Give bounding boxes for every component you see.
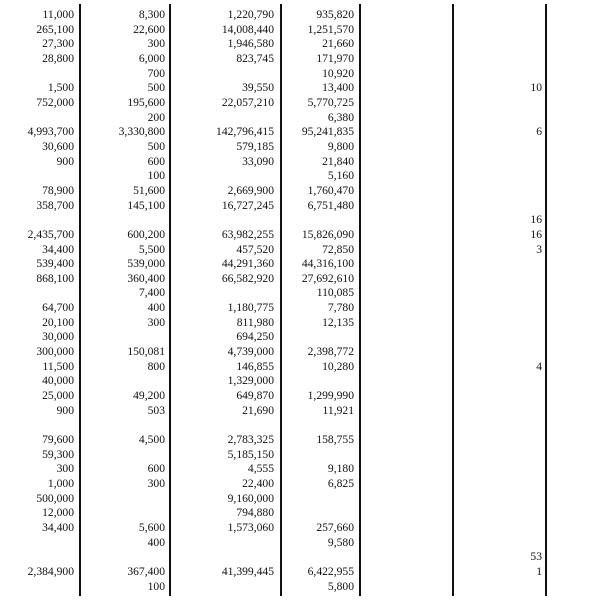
table-row bbox=[0, 213, 600, 228]
table-cell: 1,299,990 bbox=[307, 389, 354, 403]
table-cell bbox=[180, 418, 274, 433]
table-cell bbox=[470, 169, 542, 184]
table-cell: 34,400 bbox=[42, 242, 74, 256]
table-row bbox=[0, 125, 600, 140]
table-row bbox=[0, 184, 600, 199]
table-cell bbox=[95, 330, 165, 345]
table-cell: 195,600 bbox=[127, 95, 165, 109]
table-cell: 752,000 bbox=[36, 95, 74, 109]
table-cell: 2,398,772 bbox=[307, 345, 354, 359]
table-cell: 11,921 bbox=[322, 403, 354, 417]
table-row bbox=[0, 492, 600, 507]
table-cell bbox=[470, 272, 542, 287]
table-row bbox=[0, 536, 600, 551]
table-cell: 2,384,900 bbox=[27, 564, 74, 578]
table-cell: 9,160,000 bbox=[227, 491, 274, 505]
table-cell: 4,500 bbox=[138, 433, 165, 447]
table-cell: 16 bbox=[530, 227, 542, 241]
table-row bbox=[0, 169, 600, 184]
table-cell: 21,840 bbox=[322, 154, 354, 168]
table-cell bbox=[0, 111, 74, 126]
table-cell: 59,300 bbox=[42, 447, 74, 461]
table-cell bbox=[180, 67, 274, 82]
table-cell: 44,316,100 bbox=[301, 257, 354, 271]
table-cell: 12,135 bbox=[322, 315, 354, 329]
table-cell: 12,000 bbox=[42, 506, 74, 520]
ledger-table bbox=[0, 8, 600, 594]
table-cell: 3,330,800 bbox=[118, 125, 165, 139]
table-cell: 700 bbox=[147, 66, 165, 80]
table-cell: 79,600 bbox=[42, 433, 74, 447]
table-cell: 300,000 bbox=[36, 345, 74, 359]
table-cell bbox=[180, 580, 274, 595]
table-cell: 868,100 bbox=[36, 271, 74, 285]
table-cell bbox=[290, 550, 354, 565]
table-cell: 158,755 bbox=[316, 433, 354, 447]
table-cell: 22,057,210 bbox=[221, 95, 274, 109]
table-cell: 265,100 bbox=[36, 22, 74, 36]
table-cell: 539,400 bbox=[36, 257, 74, 271]
table-row bbox=[0, 360, 600, 375]
table-row bbox=[0, 330, 600, 345]
table-cell: 34,400 bbox=[42, 520, 74, 534]
table-row bbox=[0, 506, 600, 521]
table-cell bbox=[0, 550, 74, 565]
table-cell bbox=[95, 418, 165, 433]
table-cell bbox=[470, 330, 542, 345]
table-cell bbox=[470, 580, 542, 595]
table-cell bbox=[290, 418, 354, 433]
table-cell bbox=[95, 492, 165, 507]
table-cell bbox=[470, 404, 542, 419]
table-cell: 900 bbox=[56, 403, 74, 417]
table-cell bbox=[470, 477, 542, 492]
table-row bbox=[0, 23, 600, 38]
table-cell bbox=[180, 286, 274, 301]
table-cell bbox=[0, 169, 74, 184]
table-cell: 600,200 bbox=[127, 227, 165, 241]
table-cell: 27,300 bbox=[42, 37, 74, 51]
table-cell: 4,555 bbox=[247, 462, 274, 476]
table-cell: 7,400 bbox=[138, 286, 165, 300]
table-cell: 6,751,480 bbox=[307, 198, 354, 212]
table-cell: 16,727,245 bbox=[221, 198, 274, 212]
table-row bbox=[0, 477, 600, 492]
table-row bbox=[0, 316, 600, 331]
table-cell: 400 bbox=[147, 535, 165, 549]
table-cell: 53 bbox=[530, 550, 542, 564]
table-row bbox=[0, 140, 600, 155]
table-cell bbox=[470, 184, 542, 199]
table-row bbox=[0, 8, 600, 23]
table-cell: 5,185,150 bbox=[227, 447, 274, 461]
table-cell: 6,422,955 bbox=[307, 564, 354, 578]
table-cell bbox=[95, 448, 165, 463]
table-cell: 503 bbox=[147, 403, 165, 417]
table-row bbox=[0, 550, 600, 565]
table-cell: 200 bbox=[147, 110, 165, 124]
table-cell bbox=[0, 536, 74, 551]
table-cell bbox=[470, 140, 542, 155]
table-cell: 5,800 bbox=[327, 579, 354, 593]
table-cell: 145,100 bbox=[127, 198, 165, 212]
table-cell: 51,600 bbox=[133, 183, 165, 197]
table-cell: 146,855 bbox=[236, 359, 274, 373]
table-cell bbox=[95, 213, 165, 228]
table-cell: 41,399,445 bbox=[221, 564, 274, 578]
table-cell: 4 bbox=[536, 359, 542, 373]
table-cell bbox=[290, 374, 354, 389]
table-row bbox=[0, 389, 600, 404]
table-cell bbox=[470, 257, 542, 272]
table-cell bbox=[470, 521, 542, 536]
table-cell: 1,573,060 bbox=[227, 520, 274, 534]
table-row bbox=[0, 272, 600, 287]
table-cell: 142,796,415 bbox=[216, 125, 274, 139]
table-row bbox=[0, 199, 600, 214]
table-cell: 360,400 bbox=[127, 271, 165, 285]
table-cell: 10,280 bbox=[322, 359, 354, 373]
table-cell: 935,820 bbox=[316, 8, 354, 21]
table-row bbox=[0, 67, 600, 82]
table-row bbox=[0, 580, 600, 595]
table-cell: 400 bbox=[147, 301, 165, 315]
table-cell: 300 bbox=[147, 315, 165, 329]
table-cell: 539,000 bbox=[127, 257, 165, 271]
table-cell: 78,900 bbox=[42, 183, 74, 197]
table-cell bbox=[95, 506, 165, 521]
table-cell bbox=[180, 536, 274, 551]
table-cell: 358,700 bbox=[36, 198, 74, 212]
table-cell: 64,700 bbox=[42, 301, 74, 315]
table-cell: 14,008,440 bbox=[221, 22, 274, 36]
table-cell: 300 bbox=[147, 37, 165, 51]
table-cell: 22,600 bbox=[133, 22, 165, 36]
table-cell: 44,291,360 bbox=[221, 257, 274, 271]
table-cell: 2,783,325 bbox=[227, 433, 274, 447]
table-cell: 500,000 bbox=[36, 491, 74, 505]
table-cell: 1,251,570 bbox=[307, 22, 354, 36]
table-cell: 8,300 bbox=[138, 8, 165, 21]
table-cell: 11,000 bbox=[42, 8, 74, 21]
table-cell: 95,241,835 bbox=[301, 125, 354, 139]
table-cell: 6,380 bbox=[327, 110, 354, 124]
table-cell bbox=[470, 316, 542, 331]
table-cell: 257,660 bbox=[316, 520, 354, 534]
table-row bbox=[0, 565, 600, 580]
table-cell: 5,500 bbox=[138, 242, 165, 256]
table-cell: 2,435,700 bbox=[27, 227, 74, 241]
table-row bbox=[0, 404, 600, 419]
table-cell bbox=[470, 199, 542, 214]
table-cell: 63,982,255 bbox=[221, 227, 274, 241]
table-cell bbox=[290, 506, 354, 521]
table-cell bbox=[0, 67, 74, 82]
table-cell bbox=[470, 433, 542, 448]
table-cell: 3 bbox=[536, 242, 542, 256]
table-cell: 1,329,000 bbox=[227, 374, 274, 388]
table-cell: 6,000 bbox=[138, 51, 165, 65]
table-cell: 20,100 bbox=[42, 315, 74, 329]
table-cell: 66,582,920 bbox=[221, 271, 274, 285]
table-cell: 49,200 bbox=[133, 389, 165, 403]
table-cell: 27,692,610 bbox=[301, 271, 354, 285]
table-cell bbox=[290, 492, 354, 507]
table-cell bbox=[470, 462, 542, 477]
table-cell: 300 bbox=[56, 462, 74, 476]
table-cell: 150,081 bbox=[127, 345, 165, 359]
table-cell: 694,250 bbox=[236, 330, 274, 344]
table-row bbox=[0, 37, 600, 52]
table-cell: 110,085 bbox=[316, 286, 354, 300]
table-cell bbox=[470, 374, 542, 389]
table-row bbox=[0, 52, 600, 67]
table-cell: 1,180,775 bbox=[227, 301, 274, 315]
table-cell: 40,000 bbox=[42, 374, 74, 388]
table-cell: 7,780 bbox=[327, 301, 354, 315]
table-cell bbox=[180, 111, 274, 126]
table-cell: 22,400 bbox=[242, 477, 274, 490]
table-cell bbox=[470, 111, 542, 126]
table-cell bbox=[290, 330, 354, 345]
table-cell: 5,600 bbox=[138, 520, 165, 534]
table-cell: 10,920 bbox=[322, 66, 354, 80]
table-cell: 811,980 bbox=[236, 315, 274, 329]
table-cell bbox=[470, 506, 542, 521]
table-row bbox=[0, 111, 600, 126]
table-row bbox=[0, 96, 600, 111]
table-cell: 5,770,725 bbox=[307, 95, 354, 109]
table-cell bbox=[0, 286, 74, 301]
table-row bbox=[0, 257, 600, 272]
table-row bbox=[0, 374, 600, 389]
table-cell bbox=[290, 448, 354, 463]
table-cell bbox=[0, 213, 74, 228]
table-cell: 6 bbox=[536, 125, 542, 139]
table-cell bbox=[0, 580, 74, 595]
table-cell: 9,580 bbox=[327, 535, 354, 549]
table-cell: 500 bbox=[147, 139, 165, 153]
table-cell: 33,090 bbox=[242, 154, 274, 168]
table-cell: 500 bbox=[147, 81, 165, 95]
table-cell: 25,000 bbox=[42, 389, 74, 403]
table-cell: 28,800 bbox=[42, 51, 74, 65]
table-cell: 800 bbox=[147, 359, 165, 373]
table-cell: 21,690 bbox=[242, 403, 274, 417]
table-cell: 1,220,790 bbox=[227, 8, 274, 21]
table-cell: 823,745 bbox=[236, 51, 274, 65]
table-cell bbox=[180, 213, 274, 228]
table-cell bbox=[290, 213, 354, 228]
table-cell: 10 bbox=[530, 81, 542, 95]
table-row bbox=[0, 243, 600, 258]
table-cell bbox=[0, 418, 74, 433]
table-cell: 4,739,000 bbox=[227, 345, 274, 359]
table-cell: 39,550 bbox=[242, 81, 274, 95]
table-row bbox=[0, 228, 600, 243]
table-cell: 1,946,580 bbox=[227, 37, 274, 51]
table-cell bbox=[470, 448, 542, 463]
table-cell bbox=[470, 67, 542, 82]
table-cell bbox=[470, 155, 542, 170]
table-cell bbox=[470, 37, 542, 52]
table-cell bbox=[470, 418, 542, 433]
table-cell: 13,400 bbox=[322, 81, 354, 95]
table-cell: 16 bbox=[530, 213, 542, 227]
table-row bbox=[0, 286, 600, 301]
table-cell: 9,800 bbox=[327, 139, 354, 153]
table-cell bbox=[180, 550, 274, 565]
table-cell bbox=[470, 301, 542, 316]
table-cell: 579,185 bbox=[236, 139, 274, 153]
table-cell: 1 bbox=[536, 564, 542, 578]
table-cell: 900 bbox=[56, 154, 74, 168]
table-cell: 21,660 bbox=[322, 37, 354, 51]
table-cell bbox=[95, 550, 165, 565]
table-cell bbox=[95, 374, 165, 389]
table-cell bbox=[470, 23, 542, 38]
table-cell bbox=[470, 8, 542, 23]
table-cell: 100 bbox=[147, 169, 165, 183]
table-row bbox=[0, 155, 600, 170]
table-cell: 15,826,090 bbox=[301, 227, 354, 241]
table-row bbox=[0, 448, 600, 463]
table-cell: 600 bbox=[147, 154, 165, 168]
table-cell: 5,160 bbox=[327, 169, 354, 183]
table-cell: 6,825 bbox=[327, 477, 354, 490]
table-cell: 300 bbox=[147, 477, 165, 490]
table-cell: 1,500 bbox=[47, 81, 74, 95]
table-cell: 11,500 bbox=[42, 359, 74, 373]
table-cell: 9,180 bbox=[327, 462, 354, 476]
table-cell bbox=[470, 536, 542, 551]
table-cell: 457,520 bbox=[236, 242, 274, 256]
table-cell: 100 bbox=[147, 579, 165, 593]
table-row bbox=[0, 301, 600, 316]
table-cell: 600 bbox=[147, 462, 165, 476]
table-cell bbox=[470, 52, 542, 67]
table-cell: 30,000 bbox=[42, 330, 74, 344]
table-row bbox=[0, 521, 600, 536]
table-cell bbox=[470, 345, 542, 360]
table-cell: 649,870 bbox=[236, 389, 274, 403]
table-cell: 30,600 bbox=[42, 139, 74, 153]
table-cell bbox=[470, 286, 542, 301]
table-cell bbox=[470, 389, 542, 404]
table-cell: 171,970 bbox=[316, 51, 354, 65]
table-row bbox=[0, 345, 600, 360]
table-row bbox=[0, 418, 600, 433]
table-cell: 2,669,900 bbox=[227, 183, 274, 197]
table-cell: 1,000 bbox=[47, 477, 74, 490]
table-cell: 794,880 bbox=[236, 506, 274, 520]
table-cell: 72,850 bbox=[322, 242, 354, 256]
table-cell: 367,400 bbox=[127, 564, 165, 578]
table-row bbox=[0, 462, 600, 477]
table-row bbox=[0, 81, 600, 96]
table-cell bbox=[180, 169, 274, 184]
table-cell: 4,993,700 bbox=[27, 125, 74, 139]
table-row bbox=[0, 433, 600, 448]
table-cell bbox=[470, 492, 542, 507]
table-cell bbox=[470, 96, 542, 111]
table-cell: 1,760,470 bbox=[307, 183, 354, 197]
